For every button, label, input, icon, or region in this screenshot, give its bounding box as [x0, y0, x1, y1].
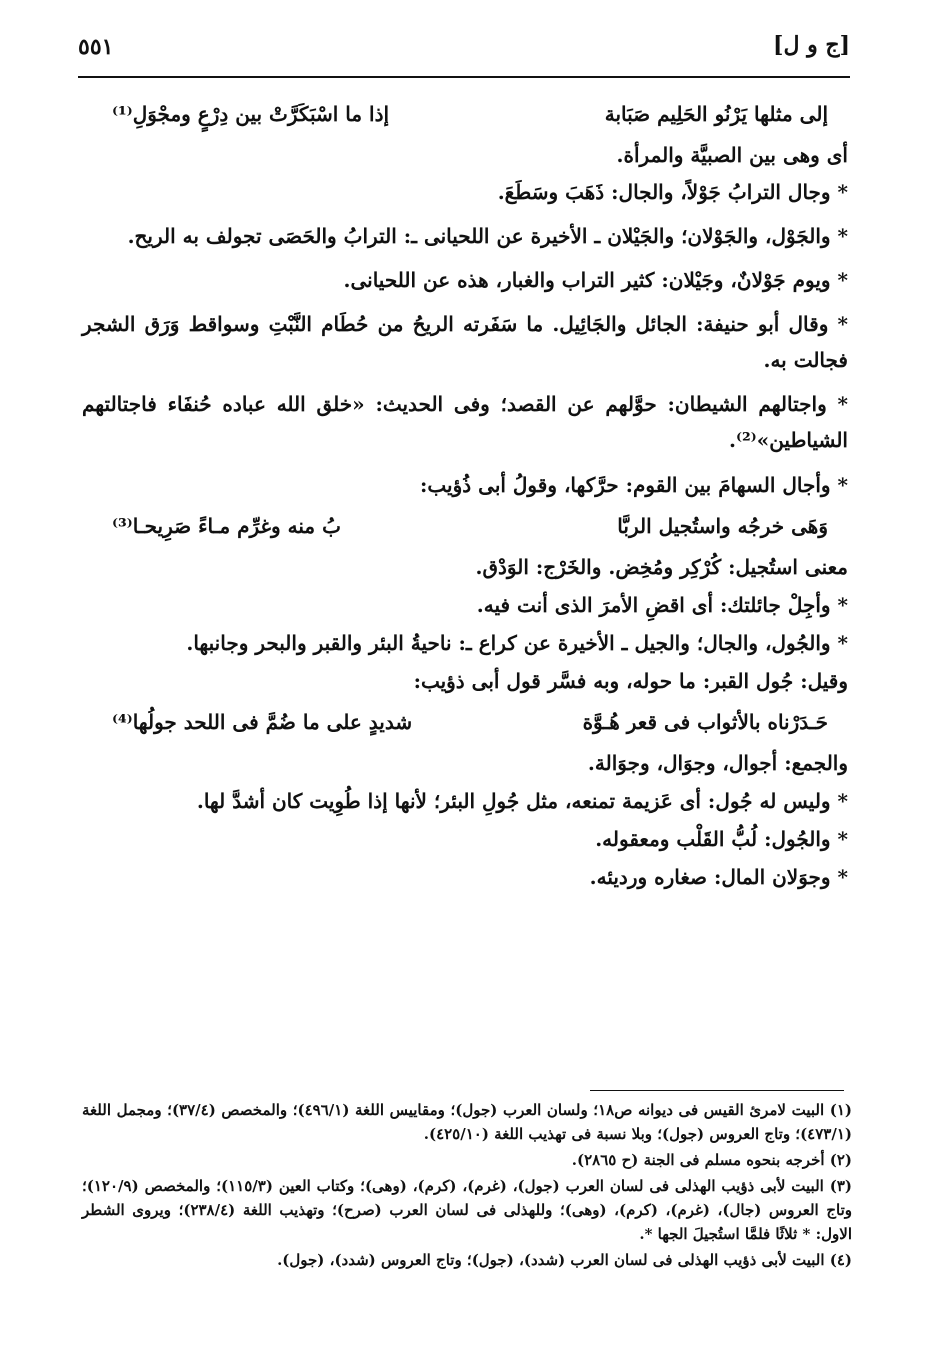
main-text	[82, 92, 848, 896]
text-line: معنى استُجيل: كُرْكِر ومُخِض. والخَرْج: الوَدْق.	[475, 555, 848, 579]
verse-line	[82, 92, 848, 136]
text-line: أى وهى بين الصبيَّة والمرأة.	[616, 143, 848, 167]
header-rule	[78, 76, 850, 78]
verse-line	[82, 700, 848, 744]
entry-paragraph: * وليس له جُول: أى عَزيمة تمنعه، مثل جُولِ البئر؛ لأنها إذا طُوِيت كان أشدَّ لها.	[196, 789, 848, 813]
footnote: (٢) أخرجه بنحوه مسلم فى الجنة (ح ٢٨٦٥).	[571, 1151, 852, 1169]
entry-paragraph: * وجال الترابُ جَوْلاً، والجال: ذَهَبَ وسَطَعَ.	[497, 180, 848, 204]
footnotes	[82, 1098, 852, 1274]
text-line: والجمع: أجوال، وجوَال، وجوَالة.	[587, 751, 848, 775]
verse-hemistich-first: إلى مثلها يَرْنُو الحَلِيم صَبَابة	[604, 102, 828, 126]
verse-hemistich-second: بُ منه وغرِّم مـاءً صَرِيحـا⁽³⁾	[112, 514, 341, 538]
entry-paragraph: * والجَوْل، والجَوْلان؛ والجَيْلان ـ الأخيرة عن اللحيانى ـ: الترابُ والحَصَى تجولف به الريح.	[127, 224, 848, 248]
entry-paragraph: * ويوم جَوْلانٌ، وجَيْلان: كثير التراب والغبار، هذه عن اللحيانى.	[343, 268, 848, 292]
footnote-rule	[590, 1090, 844, 1091]
page-header	[78, 28, 850, 72]
verse-hemistich-second: إذا ما اسْبَكَرَّتْ بين دِرْعٍ ومجْوَلِ⁽¹⁾	[112, 102, 390, 126]
entry-paragraph: * وقال أبو حنيفة: الجائل والجَائِيل. ما سَفَرته الريحُ من حُطَام النَّبْتِ وسواقط وَرَق الشجر فجالت به.	[82, 312, 848, 372]
footnote: (٤) البيت لأبى ذؤيب الهذلى فى لسان العرب (شدد)، (جول)؛ وتاج العروس (شدد)، (جول).	[277, 1251, 852, 1269]
entry-paragraph: * والجُول: لُبُّ القَلْب ومعقوله.	[595, 827, 848, 851]
page-number: ٥٥١	[78, 34, 114, 60]
entry-paragraph: * وأجال السهامَ بين القوم: حرَّكها، وقولُ أبى ذُؤيب:	[420, 473, 848, 497]
verse-line	[82, 504, 848, 548]
text-line: وقيل: جُول القبر: ما حوله، وبه فسَّر قول أبى ذؤيب:	[413, 669, 848, 693]
verse-hemistich-second: شديدٍ على ما ضُمَّ فى اللحد جولُها⁽⁴⁾	[112, 710, 413, 734]
verse-hemistich-first: وَهَى خرجُه واستُجيل الربَّا	[617, 514, 828, 538]
root-label: [ج و ل]	[773, 32, 850, 58]
entry-paragraph: * وجوَلان المال: صغاره ورديئه.	[589, 865, 848, 889]
entry-paragraph: * وأجِلْ جائلتك: أى اقضِ الأمرَ الذى أنت فيه.	[476, 593, 848, 617]
entry-paragraph: * والجُول، والجال؛ والجيل ـ الأخيرة عن كراع ـ: ناحيةُ البئر والقبر والبحر وجانبها.	[186, 631, 848, 655]
footnote: (١) البيت لامرئ القيس فى ديوانه ص١٨؛ ولسان العرب (جول)؛ ومقاييس اللغة (٤٩٦/١)؛ والمخصص (٣٧/٤)؛ ومجمل اللغة (٤٧٣/١)؛ وتاج العروس (جول)؛ وبلا نسبة فى تهذيب اللغة (٤٢٥/١٠).	[82, 1101, 852, 1143]
entry-paragraph: * واجتالهم الشيطان: حوَّلهم عن القصد؛ وفى الحديث: «خلق الله عباده حُنفَاء فاجتالتهم الشياطين»⁽²⁾.	[82, 392, 848, 452]
verse-hemistich-first: حَـدَرْناه بالأثواب فى قعر هُـوَّة	[582, 710, 828, 734]
footnote: (٣) البيت لأبى ذؤيب الهذلى فى لسان العرب (جول)، (غرم)، (كرم)، (وهى)؛ وكتاب العين (١١٥/٣)؛ والمخصص (١٢٠/٩)؛ وتاج العروس (جال)، (غرم)، (كرم)، (وهى)؛ وللهذلى فى لسان العرب (صرح)؛ وتهذيب اللغة (٢٣٨/٤)؛ ويروى الشطر الاول: * ثلاثًا فلمَّا استُجيلَ الجها *.	[82, 1177, 852, 1243]
